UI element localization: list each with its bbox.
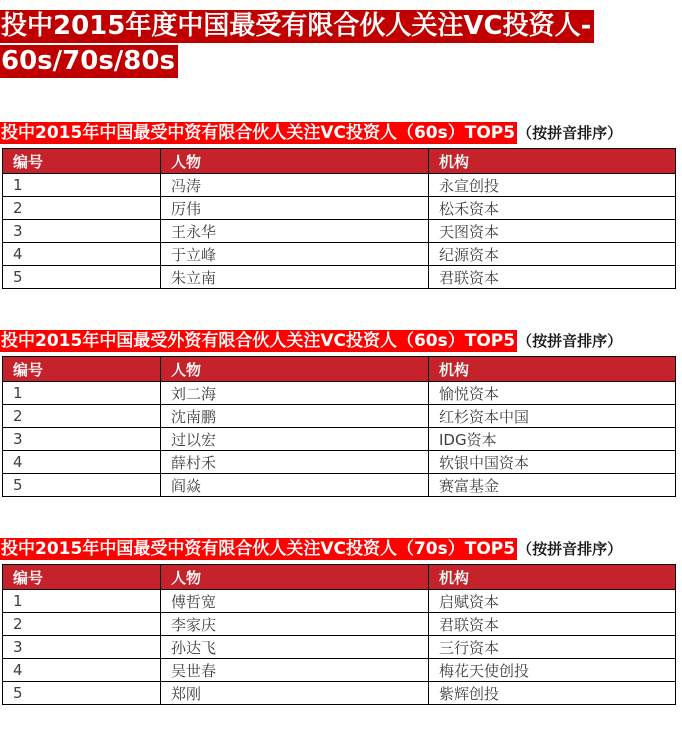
cell-person: 冯涛: [161, 174, 429, 197]
table-row: [3, 659, 676, 682]
cell-no: 3: [3, 220, 161, 243]
cell-no: 3: [3, 428, 161, 451]
cell-no: 4: [3, 243, 161, 266]
cell-org: 赛富基金: [429, 474, 676, 497]
cell-person: 阎焱: [161, 474, 429, 497]
ranking-table: [2, 148, 676, 289]
cell-person: 郑刚: [161, 682, 429, 705]
cell-person: 过以宏: [161, 428, 429, 451]
table-row: [3, 636, 676, 659]
table-row: [3, 613, 676, 636]
table-header-row: [3, 565, 676, 590]
cell-org: 君联资本: [429, 613, 676, 636]
ranking-section: [0, 538, 682, 705]
cell-person: 沈南鹏: [161, 405, 429, 428]
cell-no: 2: [3, 405, 161, 428]
table-row: [3, 197, 676, 220]
cell-person: 傅哲宽: [161, 590, 429, 613]
column-header-org: 机构: [429, 565, 676, 590]
section-heading-text: 投中2015年中国最受中资有限合伙人关注VC投资人（60s）TOP5: [1, 123, 516, 143]
table-row: [3, 220, 676, 243]
cell-person: 吴世春: [161, 659, 429, 682]
section-heading-text: 投中2015年中国最受外资有限合伙人关注VC投资人（60s）TOP5: [1, 331, 516, 351]
cell-no: 5: [3, 682, 161, 705]
cell-org: 松禾资本: [429, 197, 676, 220]
page-title-line-1: 投中2015年度中国最受有限合伙人关注VC投资人-: [0, 10, 594, 43]
cell-org: 愉悦资本: [429, 382, 676, 405]
table-body: [3, 382, 676, 497]
page-title-line-2: 60s/70s/80s: [0, 45, 178, 78]
cell-no: 5: [3, 474, 161, 497]
table-row: [3, 682, 676, 705]
page-title: [0, 10, 682, 80]
section-heading-text: 投中2015年中国最受中资有限合伙人关注VC投资人（70s）TOP5: [1, 539, 516, 559]
cell-org: 永宣创投: [429, 174, 676, 197]
cell-org: 红杉资本中国: [429, 405, 676, 428]
cell-org: 紫辉创投: [429, 682, 676, 705]
cell-no: 4: [3, 659, 161, 682]
cell-no: 1: [3, 382, 161, 405]
section-heading: [0, 330, 682, 352]
cell-org: 天图资本: [429, 220, 676, 243]
table-row: [3, 428, 676, 451]
cell-no: 2: [3, 613, 161, 636]
table-body: [3, 590, 676, 705]
cell-org: 启赋资本: [429, 590, 676, 613]
cell-no: 2: [3, 197, 161, 220]
table-row: [3, 474, 676, 497]
ranking-table: [2, 356, 676, 497]
table-header-row: [3, 357, 676, 382]
section-heading: [0, 122, 682, 144]
column-header-no: 编号: [3, 565, 161, 590]
cell-org: 软银中国资本: [429, 451, 676, 474]
column-header-no: 编号: [3, 357, 161, 382]
cell-org: 梅花天使创投: [429, 659, 676, 682]
cell-person: 王永华: [161, 220, 429, 243]
cell-org: 君联资本: [429, 266, 676, 289]
sections-container: [0, 122, 682, 705]
column-header-org: 机构: [429, 149, 676, 174]
column-header-person: 人物: [161, 357, 429, 382]
column-header-person: 人物: [161, 149, 429, 174]
section-note: （按拼音排序）: [517, 332, 623, 350]
cell-no: 1: [3, 174, 161, 197]
ranking-section: [0, 330, 682, 497]
column-header-person: 人物: [161, 565, 429, 590]
cell-person: 薛村禾: [161, 451, 429, 474]
cell-org: 三行资本: [429, 636, 676, 659]
table-row: [3, 243, 676, 266]
cell-no: 5: [3, 266, 161, 289]
column-header-no: 编号: [3, 149, 161, 174]
section-note: （按拼音排序）: [517, 540, 623, 558]
column-header-org: 机构: [429, 357, 676, 382]
table-body: [3, 174, 676, 289]
cell-person: 朱立南: [161, 266, 429, 289]
cell-org: IDG资本: [429, 428, 676, 451]
section-heading: [0, 538, 682, 560]
cell-person: 厉伟: [161, 197, 429, 220]
table-row: [3, 266, 676, 289]
table-row: [3, 382, 676, 405]
cell-org: 纪源资本: [429, 243, 676, 266]
cell-person: 李家庆: [161, 613, 429, 636]
ranking-table: [2, 564, 676, 705]
table-row: [3, 174, 676, 197]
ranking-section: [0, 122, 682, 289]
cell-person: 孙达飞: [161, 636, 429, 659]
table-row: [3, 405, 676, 428]
table-row: [3, 451, 676, 474]
cell-person: 于立峰: [161, 243, 429, 266]
table-row: [3, 590, 676, 613]
cell-person: 刘二海: [161, 382, 429, 405]
cell-no: 3: [3, 636, 161, 659]
cell-no: 1: [3, 590, 161, 613]
table-header-row: [3, 149, 676, 174]
cell-no: 4: [3, 451, 161, 474]
section-note: （按拼音排序）: [517, 124, 623, 142]
